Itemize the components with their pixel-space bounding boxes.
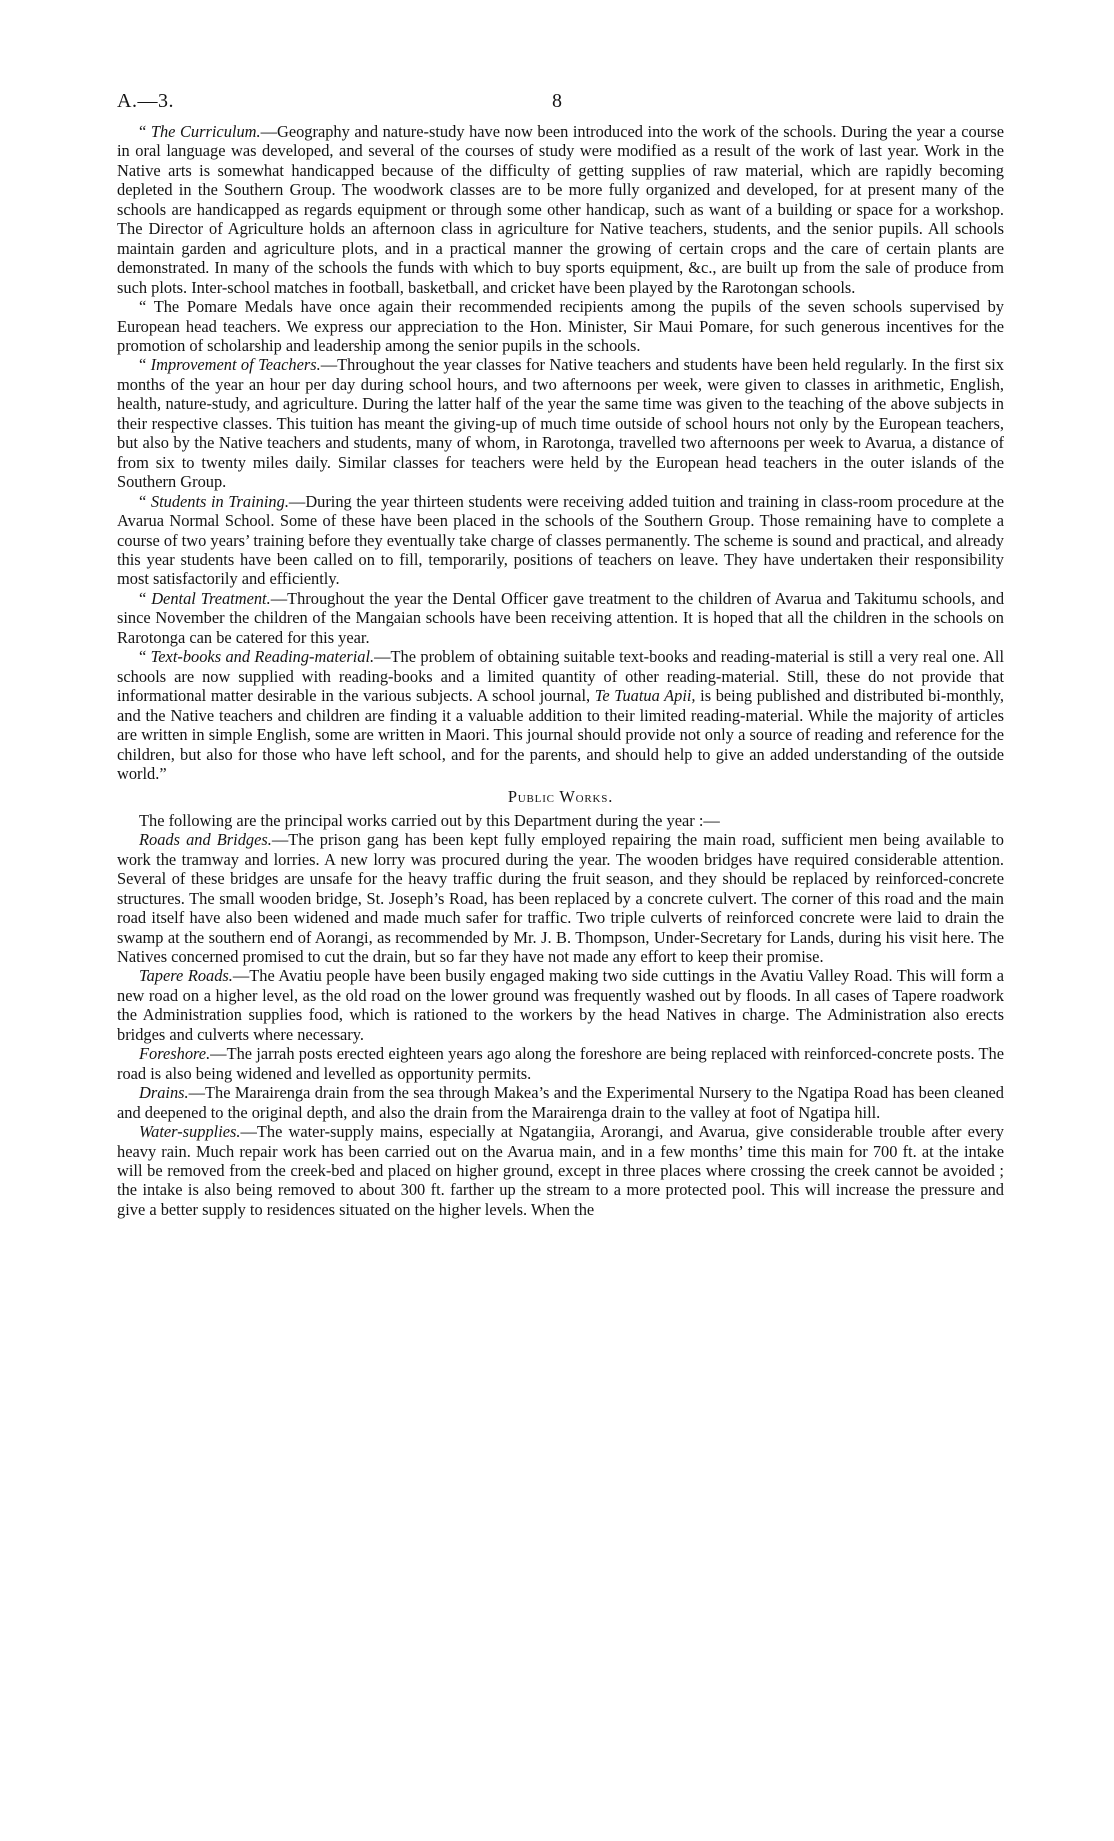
opening-quote: “ xyxy=(139,122,151,141)
paragraph-text-books xyxy=(117,647,1004,783)
paragraph-text: —Geography and nature-study have now been introduced into the work of the schools. During the year a course in oral language was developed, and several of the courses of study were modified as a result of the work of last year. Work in the Native arts is somewhat handicapped because of the difficulty of getting supplies of raw material, which are rapidly becoming depleted in the Southern Group. The woodwork classes are to be more fully organized and developed, for at present many of the schools are handicapped as regards equipment or through some other handicap, such as want of a building or space for a workshop. The Director of Agriculture holds an afternoon class in agriculture for Native teachers, students, and the senior pupils. All schools maintain garden and agriculture plots, and in a practical manner the growing of certain crops and the care of certain plants are demonstrated. In many of the schools the funds with which to buy sports equipment, &c., are built up from the sale of produce from such plots. Inter-school matches in football, basketball, and cricket have been played by the Rarotongan schools. xyxy=(117,122,1005,297)
paragraph-public-works-intro xyxy=(117,811,1004,830)
paragraph-text: —The prison gang has been kept fully employed repairing the main road, sufficient men being available to work the tramway and lorries. A new lorry was procured during the year. The wooden bridges have required considerable attention. Several of these bridges are unsafe for the heavy traffic during the fruit season, and they should be replaced by reinforced-concrete structures. The small wooden bridge, St. Joseph’s Road, has been replaced by a concrete culvert. The corner of this road and the main road itself have also been widened and made much safer for traffic. Two triple culverts of reinforced concrete were laid to drain the swamp at the southern end of Aorangi, as recommended by Mr. J. B. Thompson, Under-Secretary for Lands, during his visit here. The Natives concerned promised to cut the drain, but so far they have not made any effort to keep their promise. xyxy=(117,830,1004,967)
paragraph-text-continued: is being published and distributed bi-monthly, and the Native teachers and children are finding it a valuable addition to their limited reading-material. While the majority of articles are written in simple English, some are written in Maori. This journal should provide not only a source of reading and reference for the children, but also for those who have left school, and for the parents, and should help to give an added understanding of the outside world.” xyxy=(117,686,1004,783)
opening-quote: “ xyxy=(139,355,151,375)
paragraph-heading: Improvement of Teachers. xyxy=(150,355,321,375)
paragraph-text: —During the year thirteen students were receiving added tuition and training in class-room procedure at the Avarua Normal School. Some of these have been placed in the schools of the Southern Group. Those remaining have to complete a course of two years’ training before they eventually take charge of classes permanently. The scheme is sound and practical, and already this year students have been called on to fill, temporarily, positions of teachers on leave. They have undertaken their responsibility most satisfactorily and efficiently. xyxy=(117,491,1004,589)
paragraph-tapere-roads xyxy=(117,966,1004,1044)
paragraph-text: —Throughout the year classes for Native teachers and students have been held regularly. In the first six months of the year an hour per day during school hours, and two afternoons per week, were given to classes in arithmetic, English, health, nature-study, and agriculture. During the latter half of the year the same time was given to the teaching of the above subjects in their respective classes. This tuition has meant the giving-up of much time outside of school hours not only by the European teachers, but also by the Native teachers and students, many of whom, in Rarotonga, travelled two afternoons per week to Avarua, a distance of from six to twenty miles daily. Similar classes for teachers were held by the European head teachers in the outer islands of the Southern Group. xyxy=(117,355,1004,492)
page-header xyxy=(117,86,1004,122)
page-number: 8 xyxy=(552,90,562,112)
paragraph-improvement-of-teachers xyxy=(117,355,1004,491)
paragraph-heading: Foreshore. xyxy=(139,1044,211,1064)
paragraph-text: —The Avatiu people have been busily engaged making two side cuttings in the Avatiu Valley Road. This will form a new road on a higher level, as the old road on the lower ground was frequently washed out by floods. In all cases of Tapere roadwork the Administration supplies food, which is rationed to the workers by the head Natives in charge. The Administration also erects bridges and culverts where necessary. xyxy=(117,966,1005,1044)
paragraph-heading: Students in Training. xyxy=(150,491,289,511)
paragraph-curriculum xyxy=(117,122,1004,297)
paragraph-heading: Text-books and Reading-material. xyxy=(150,647,375,667)
paragraph-heading: Tapere Roads. xyxy=(139,966,233,986)
opening-quote: “ xyxy=(139,588,152,608)
paragraph-water-supplies xyxy=(117,1122,1004,1219)
opening-quote: “ xyxy=(139,297,154,317)
paragraph-students-in-training xyxy=(117,492,1004,589)
paragraph-heading: Roads and Bridges. xyxy=(139,830,272,850)
paragraph-text: —The Marairenga drain from the sea through Makea’s and the Experimental Nursery to the Ngatipa Road has been cleaned and deepened to the original depth, and also the drain from the Marairenga drain to the valley at foot of Ngatipa hill. xyxy=(117,1083,1004,1122)
paragraph-drains xyxy=(117,1083,1004,1122)
paragraph-text: —The problem of obtaining suitable text-books and reading-material is still a very real one. All schools are now supplied with reading-books and a limited quantity of other reading-material. Still, these do not provide that informational matter desirable in the various subjects. A school journal, xyxy=(117,647,1004,706)
paragraph-text: —The jarrah posts erected eighteen years ago along the foreshore are being replaced with reinforced-concrete posts. The road is also being widened and levelled as opportunity permits. xyxy=(117,1044,1004,1083)
opening-quote: “ xyxy=(139,491,151,511)
paragraph-heading: Water-supplies. xyxy=(139,1122,241,1142)
opening-quote: “ xyxy=(139,647,151,667)
paragraph-roads-and-bridges xyxy=(117,830,1004,966)
paragraph-text: The Pomare Medals have once again their recommended recipients among the pupils of the seven schools supervised by European head teachers. We express our appreciation to the Hon. Minister, Sir Maui Pomare, for such generous incentives for the promotion of scholarship and leadership among the senior pupils in the schools. xyxy=(117,297,1005,355)
paragraph-heading: Drains. xyxy=(139,1083,189,1103)
paragraph-text: The following are the principal works carried out by this Department during the year :— xyxy=(139,810,720,830)
paragraph-pomare-medals xyxy=(117,297,1004,355)
paragraph-text: —The water-supply mains, especially at Ngatangiia, Arorangi, and Avarua, give considerable trouble after every heavy rain. Much repair work has been carried out on the Avarua main, and in a few months’ time this main for 700 ft. at the intake will be removed from the creek-bed and placed on higher ground, except in three places where crossing the creek cannot be avoided ; the intake is also being removed to about 300 ft. farther up the stream to a more protected pool. This will increase the pressure and give a better supply to residences situated on the higher levels. When the xyxy=(117,1122,1004,1219)
paragraph-heading: The Curriculum. xyxy=(150,122,261,141)
section-title-public-works: Public Works. xyxy=(507,787,614,807)
document-reference: A.—3. xyxy=(117,90,174,112)
paragraph-heading: Dental Treatment. xyxy=(151,588,271,608)
paragraph-dental-treatment xyxy=(117,589,1004,647)
paragraph-text: —Throughout the year the Dental Officer gave treatment to the children of Avarua and Takitumu schools, and since November the children of the Mangaian schools have been receiving attention. It is hoped that all the children in the schools on Rarotonga can be catered for this year. xyxy=(117,588,1005,647)
paragraph-foreshore xyxy=(117,1044,1004,1083)
journal-title: Te Tuatua Apii, xyxy=(594,686,696,706)
